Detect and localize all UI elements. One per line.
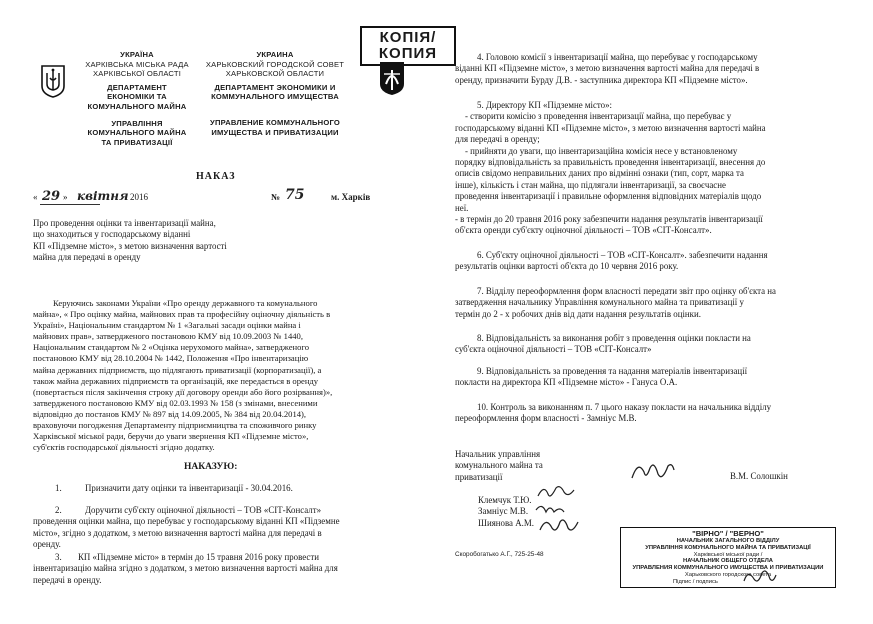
approver: Шиянова А.М. [478, 517, 534, 528]
copy-stamp [360, 26, 456, 66]
subject-line: Про проведення оцінки та інвентаризації майна, [33, 218, 216, 228]
item-3 [33, 552, 395, 586]
copy-stamp-line-2: КОПИЯ [378, 45, 438, 62]
preamble-line: Україні», Національним стандартом № 1 «Загальні засади оцінки майна і [33, 320, 301, 331]
item-5-line: - створити комісію з проведення інвентаризації майна, що перебуває у [465, 111, 732, 122]
executor-note: Скоробогатько А.Г., 725-25-48 [455, 551, 544, 558]
item-7-line: термін до 2 - х робочих днів від дати надання результатів оцінки. [455, 308, 701, 319]
right-dept-2: КОММУНАЛЬНОГО ИМУЩЕСТВА [211, 92, 339, 102]
left-dept-3: КОМУНАЛЬНОГО МАЙНА [87, 101, 187, 111]
preamble-line: також майна державних підприємств та організацій, яке передається в оренду [33, 375, 319, 386]
left-region: ХАРКІВСЬКОЇ ОБЛАСТІ [92, 69, 182, 79]
approver: Клемчук Т.Ю. [478, 495, 532, 505]
date-underline [40, 204, 100, 205]
left-council: ХАРКІВСЬКА МІСЬКА РАДА [85, 59, 189, 69]
right-country: УКРАИНА [256, 50, 294, 59]
item-5-line: описів свідомо неправильних даних про відмінні ознаки (тип, сорт, марка та [455, 168, 744, 179]
item-5-line: неї. [455, 202, 469, 213]
item-3-num: 3. [55, 552, 62, 562]
item-6-line: 6. Суб'єкту оціночної діяльності – ТОВ «СІТ-Консалт». забезпечити надання [477, 250, 768, 260]
approver-signatures [530, 482, 590, 545]
item-2-line: оренду. [33, 539, 61, 550]
date-close-quote: » [63, 192, 68, 202]
order-date-year: 2016 [130, 192, 148, 202]
stamp-top: "ВІРНО" / "ВЕРНО" [692, 529, 764, 538]
left-office-1: УПРАВЛІННЯ [111, 118, 163, 128]
item-5-line: господарському віданні КП «Підземне місто», з метою визначення вартості майна [455, 122, 766, 133]
date-open-quote: « [33, 192, 38, 202]
preamble-line: постановою КМУ від 28.10.2004 № 1442, Положення «Про інвентаризацію [33, 353, 309, 364]
item-3-line: КП «Підземне місто» в термін до 15 травня 2016 року провести [78, 552, 319, 562]
order-subject [33, 218, 283, 264]
right-office-1: УПРАВЛЕНИЕ КОММУНАЛЬНОГО [210, 117, 340, 127]
order-number: 75 [285, 187, 305, 203]
order-number-prefix: № [271, 192, 281, 202]
item-5-line: - в термін до 20 травня 2016 року забезпечити надання результатів інвентаризації [455, 214, 763, 225]
signatory-role [455, 449, 615, 483]
item-3-line: передачі в оренду. [33, 574, 102, 585]
right-region: ХАРЬКОВСКОЙ ОБЛАСТИ [225, 69, 325, 79]
stamp-line: УПРАВЛЕНИЯ КОММУНАЛЬНОГО ИМУЩЕСТВА И ПРИВАТИЗАЦИИ [632, 565, 824, 572]
order-city: м. Харків [331, 192, 371, 202]
item-5-line: об'єкта оренди суб'єкту оціночної діяльності – ТОВ «СІТ-Консалт». [455, 225, 712, 236]
item-9-line: покласти на директора КП «Підземне місто» - Гануса О.А. [455, 377, 678, 388]
item-6-line: результатів оцінки вартості об'єкта до 10 червня 2016 року. [455, 261, 679, 272]
item-9 [455, 366, 817, 389]
left-dept-2: ЕКОНОМІКИ ТА [107, 92, 167, 102]
preamble-line: відповідно до постанов КМУ № 897 від 14.09.2005, № 384 від 20.04.2014), [33, 408, 307, 419]
preamble-line: (повертається після закінчення строку дії договору оренди або його розірвання)», [33, 386, 333, 397]
order-title: НАКАЗ [196, 171, 236, 182]
item-6 [455, 250, 817, 273]
left-office-2: КОМУНАЛЬНОГО МАЙНА [87, 128, 187, 138]
item-8 [455, 333, 817, 356]
stamp-line: Харківської міської ради / [693, 551, 763, 558]
item-5-line: інше), кількість і стан майна, що підлягали інвентаризації, за своєчасне [455, 179, 726, 190]
item-5-line: - прийняти до уваги, що інвентаризаційна комісія несе у встановленому [465, 145, 738, 156]
role-line: приватизації [455, 471, 503, 482]
preamble-line: затвердженого постановою КМУ від 02.03.1993 № 158 (з змінами, внесеними [33, 397, 318, 408]
item-4 [455, 52, 817, 86]
stamp-line: Харьковского городского совета [684, 571, 772, 578]
coat-of-arms-emblem [40, 64, 66, 98]
left-office-3: ТА ПРИВАТИЗАЦІЇ [101, 137, 173, 147]
left-country: УКРАЇНА [120, 50, 154, 59]
preamble-line: суб'єктів господарської діяльності згідно додатку. [33, 442, 215, 453]
role-line: комунального майна та [455, 460, 543, 471]
preamble-line: майна», « Про оцінку майна, майнових прав та професійну оціночну діяльність в [33, 309, 331, 320]
certification-stamp [620, 527, 836, 588]
item-1-text: Призначити дату оцінки та інвентаризації - 30.04.2016. [85, 483, 293, 493]
item-10-line: 10. Контроль за виконанням п. 7 цього наказу покласти на начальника відділу [477, 402, 772, 412]
right-council: ХАРЬКОВСКИЙ ГОРОДСКОЙ СОВЕТ [205, 59, 345, 69]
item-2-num: 2. [55, 505, 62, 515]
right-office-2: ИМУЩЕСТВА И ПРИВАТИЗАЦИИ [211, 127, 339, 137]
item-4-line: 4. Головою комісії з інвентаризації майна, що перебуває у господарському [477, 52, 758, 62]
preamble-line: майна державних підприємств, що підлягають приватизації (корпоратизації), а [33, 364, 322, 375]
signatory-name: В.М. Солошкін [730, 471, 788, 481]
right-dept-1: ДЕПАРТАМЕНТ ЭКОНОМИКИ И [214, 82, 336, 92]
preamble-line: майнових прав», затвердженого постановою КМУ від 10.09.2003 № 1440, [33, 331, 303, 342]
left-dept-1: ДЕПАРТАМЕНТ [107, 82, 167, 92]
item-2 [33, 505, 395, 551]
stamp-line: УПРАВЛІННЯ КОМУНАЛЬНОГО МАЙНА ТА ПРИВАТИЗАЦІЇ [645, 544, 811, 551]
left-header [72, 50, 202, 147]
stamp-line: НАЧАЛЬНИК ОБЩЕГО ОТДЕЛА [683, 558, 773, 565]
preamble-line: Харківської міської ради, беручи до уваги звернення КП «Підземне місто», [33, 431, 309, 442]
item-5-line: порядку відповідальність за правильність проведення інвентаризації, внесення до [455, 157, 766, 168]
item-7-line: 7. Відділу переоформлення форм власності передати звіт про оцінку об'єкта на [477, 286, 776, 296]
item-3-line: інвентаризацію майна згідно з додатком, з метою визначення вартості майна для [33, 563, 338, 574]
item-10 [455, 402, 817, 425]
order-date-day: 29 [42, 189, 61, 204]
item-2-line: місто», згідно з додатком, з метою визначення вартості майна для передачі в [33, 527, 322, 538]
role-line: Начальник управління [455, 449, 541, 459]
item-8-line: 8. Відповідальність за виконання робіт з проведення оцінки покласти на [477, 333, 751, 343]
item-5-line: проведення інвентаризації і правильне оформлення відповідних матеріалів щодо [455, 191, 762, 202]
stamp-line: Підпис / подпись [673, 578, 718, 585]
item-2-line: Доручити суб'єкту оціночної діяльності – ТОВ «СІТ-Консалт» [85, 505, 322, 515]
item-5 [455, 100, 817, 237]
item-7 [455, 286, 817, 320]
item-4-line: оренду, призначити Бурду Д.В. - заступника директора КП «Підземне місто». [455, 74, 748, 85]
item-4-line: віданні КП «Підземне місто», з метою визначення вартості майна для передачі в [455, 63, 760, 74]
preamble [33, 298, 395, 453]
preamble-line: Національним стандартом № 2 «Оцінка нерухомого майна», затвердженого [33, 342, 310, 353]
item-9-line: 9. Відповідальність за проведення та надання матеріалів інвентаризації [477, 366, 748, 376]
right-header [200, 50, 350, 137]
item-8-line: суб'єкта оціночної діяльності – ТОВ «СІТ-Консалт» [455, 344, 652, 355]
preamble-line: враховуючи погодження Департаменту підприємництва та споживчого ринку [33, 420, 317, 431]
nakazuyu-heading: НАКАЗУЮ: [184, 462, 238, 472]
subject-line: майна для передачі в оренду [33, 252, 141, 263]
head-signature [628, 458, 678, 489]
copy-stamp-line-1: КОПІЯ/ [379, 29, 437, 46]
order-date-month: квітня [77, 189, 129, 203]
item-5-line: для передачі в оренду; [455, 134, 540, 145]
item-10-line: переоформлення форм власності - Замніус М.В. [455, 413, 637, 424]
subject-line: КП «Підземне місто», з метою визначення вартості [33, 240, 227, 251]
preamble-line: Керуючись законами України «Про оренду державного та комунального [53, 298, 318, 308]
item-1-num: 1. [55, 483, 62, 493]
subject-line: що знаходиться у господарському віданні [33, 229, 191, 240]
item-7-line: затвердження начальнику Управління комунального майна та приватизації у [455, 297, 744, 308]
item-5-title: 5. Директору КП «Підземне місто»: [477, 100, 613, 110]
stamp-line: НАЧАЛЬНИК ЗАГАЛЬНОГО ВІДДІЛУ [676, 538, 780, 544]
item-2-line: проведення оцінки майна, що перебуває у господарському віданні КП «Підземне [33, 516, 340, 527]
approver: Замніус М.В. [478, 506, 529, 517]
stamp-signature [740, 565, 780, 592]
